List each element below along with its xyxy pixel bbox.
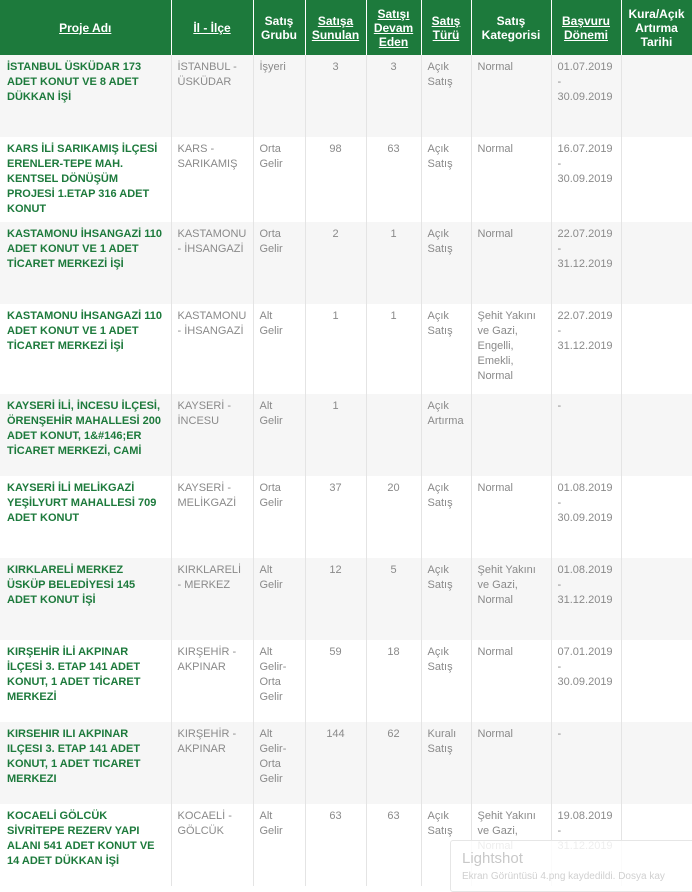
sort-satisi-devam-eden-header[interactable]	[366, 0, 421, 55]
il-ilce: KAYSERİ - İNCESU	[171, 394, 253, 476]
satis-grubu: Alt Gelir	[253, 558, 305, 640]
satisa-sunulan: 1	[305, 304, 366, 394]
satis-grubu: İşyeri	[253, 55, 305, 137]
project-name[interactable]: KASTAMONU İHSANGAZİ 110 ADET KONUT VE 1 ADET TİCARET MERKEZİ İŞİ	[0, 222, 171, 304]
il-ilce: KIRŞEHİR - AKPINAR	[171, 722, 253, 804]
satis-kategorisi: Şehit Yakını ve Gazi,	[471, 804, 551, 886]
satisa-sunulan: 98	[305, 137, 366, 222]
il-ilce: KARS - SARIKAMIŞ	[171, 137, 253, 222]
kura-tarihi	[621, 137, 692, 222]
table-row	[0, 304, 692, 394]
il-ilce: İSTANBUL - ÜSKÜDAR	[171, 55, 253, 137]
satis-kategorisi: Şehit Yakını ve Gazi, Normal	[471, 558, 551, 640]
satis-kategorisi-label: Satış Kategorisi	[481, 13, 541, 42]
table-header-row	[0, 0, 692, 55]
kura-tarihi	[621, 394, 692, 476]
satis-turu: Açık Satış	[421, 304, 471, 394]
satis-turu: Kuralı Satış	[421, 722, 471, 804]
satisi-devam-eden: 1	[366, 222, 421, 304]
il-ilce: KOCAELİ - GÖLCÜK	[171, 804, 253, 886]
satisi-devam-eden: 63	[366, 804, 421, 886]
basvuru-donemi: 07.01.2019 - 30.09.2019	[551, 640, 621, 722]
kura-tarihi	[621, 222, 692, 304]
satis-kategorisi: Şehit Yakını ve Gazi, Engelli, Emekli, Normal	[471, 304, 551, 394]
project-name[interactable]: KAYSERİ İLİ, İNCESU İLÇESİ, ÖRENŞEHİR MAHALLESİ 200 ADET KONUT, 1&#146;ER TİCARET MERKEZİ, CAMİ	[0, 394, 171, 476]
sort-proje-adi-header[interactable]	[0, 0, 171, 55]
basvuru-donemi: 22.07.2019 - 31.12.2019	[551, 222, 621, 304]
table-row	[0, 722, 692, 804]
kura-tarihi	[621, 558, 692, 640]
satis-kategorisi: Normal	[471, 137, 551, 222]
basvuru-donemi: 19.08.2019 -	[551, 804, 621, 886]
satis-turu: Açık Artırma	[421, 394, 471, 476]
il-ilce-link[interactable]: İl - İlçe	[193, 20, 231, 35]
sort-basvuru-donemi-header[interactable]	[551, 0, 621, 55]
kura-tarihi	[621, 304, 692, 394]
kura-tarihi-header	[621, 0, 692, 55]
table-row	[0, 640, 692, 722]
satisi-devam-eden: 62	[366, 722, 421, 804]
project-name[interactable]: KIRKLARELİ MERKEZ ÜSKÜP BELEDİYESİ 145 ADET KONUT İŞİ	[0, 558, 171, 640]
satis-turu: Açık Satış	[421, 137, 471, 222]
satisa-sunulan: 3	[305, 55, 366, 137]
satis-kategorisi: Normal	[471, 722, 551, 804]
basvuru-donemi-link[interactable]: Başvuru Dönemi	[561, 13, 611, 42]
satisa-sunulan: 1	[305, 394, 366, 476]
satis-grubu-label: Satış Grubu	[261, 13, 297, 42]
satisi-devam-eden: 3	[366, 55, 421, 137]
kura-tarihi	[621, 55, 692, 137]
satisi-devam-eden: 63	[366, 137, 421, 222]
satisa-sunulan: 37	[305, 476, 366, 558]
project-name[interactable]: KASTAMONU İHSANGAZİ 110 ADET KONUT VE 1 ADET TİCARET MERKEZİ İŞİ	[0, 304, 171, 394]
satisa-sunulan: 59	[305, 640, 366, 722]
satis-grubu: Alt Gelir-Orta Gelir	[253, 722, 305, 804]
satis-kategorisi: Normal	[471, 55, 551, 137]
il-ilce: KIRŞEHİR - AKPINAR	[171, 640, 253, 722]
basvuru-donemi: -	[551, 394, 621, 476]
basvuru-donemi: 22.07.2019 - 31.12.2019	[551, 304, 621, 394]
kura-tarihi	[621, 722, 692, 804]
table-row	[0, 137, 692, 222]
table-row	[0, 558, 692, 640]
il-ilce: KIRKLARELİ - MERKEZ	[171, 558, 253, 640]
il-ilce: KASTAMONU - İHSANGAZİ	[171, 222, 253, 304]
satisa-sunulan-link[interactable]: Satışa Sunulan	[311, 13, 360, 42]
kura-tarihi-label: Kura/Açık Artırma Tarihi	[628, 6, 685, 49]
satis-turu: Açık Satış	[421, 222, 471, 304]
satis-grubu: Alt Gelir	[253, 394, 305, 476]
il-ilce: KASTAMONU - İHSANGAZİ	[171, 304, 253, 394]
satis-turu: Açık Satış	[421, 558, 471, 640]
satisa-sunulan: 63	[305, 804, 366, 886]
satis-turu-link[interactable]: Satış Türü	[431, 13, 461, 42]
table-row	[0, 55, 692, 137]
satisa-sunulan: 144	[305, 722, 366, 804]
table-row	[0, 394, 692, 476]
satisi-devam-eden: 20	[366, 476, 421, 558]
lightshot-subtitle: Ekran Görüntüsü 4.png kaydedildi. Dosya kay	[462, 871, 665, 882]
satisi-devam-eden: 1	[366, 304, 421, 394]
satis-turu: Açık Satış	[421, 55, 471, 137]
sort-satisa-sunulan-header[interactable]	[305, 0, 366, 55]
satis-grubu: Alt Gelir	[253, 804, 305, 886]
sort-satis-turu-header[interactable]	[421, 0, 471, 55]
lightshot-title: Lightshot	[462, 850, 523, 867]
kura-tarihi	[621, 640, 692, 722]
basvuru-donemi: 01.08.2019 - 30.09.2019	[551, 476, 621, 558]
satisa-sunulan: 2	[305, 222, 366, 304]
satis-grubu: Orta Gelir	[253, 476, 305, 558]
basvuru-donemi: 01.07.2019 - 30.09.2019	[551, 55, 621, 137]
project-name[interactable]: KOCAELİ GÖLCÜK SİVRİTEPE REZERV YAPI ALANI 541 ADET KONUT VE 14 ADET DÜKKAN İŞİ	[0, 804, 171, 886]
satis-grubu: Alt Gelir-Orta Gelir	[253, 640, 305, 722]
project-name[interactable]: KIRSEHIR ILI AKPINAR ILÇESI 3. ETAP 141 ADET KONUT, 1 ADET TICARET MERKEZI	[0, 722, 171, 804]
satisi-devam-eden	[366, 394, 421, 476]
project-name[interactable]: KAYSERİ İLİ MELİKGAZİ YEŞİLYURT MAHALLESİ 709 ADET KONUT	[0, 476, 171, 558]
satis-kategorisi: Normal	[471, 476, 551, 558]
satisi-devam-eden: 18	[366, 640, 421, 722]
lightshot-notification[interactable]	[450, 840, 692, 892]
project-name[interactable]: KIRŞEHİR İLİ AKPINAR İLÇESİ 3. ETAP 141 ADET KONUT, 1 ADET TİCARET MERKEZİ	[0, 640, 171, 722]
satis-turu: Açık Satış	[421, 640, 471, 722]
basvuru-donemi: 16.07.2019 - 30.09.2019	[551, 137, 621, 222]
basvuru-donemi: 01.08.2019 - 31.12.2019	[551, 558, 621, 640]
table-row	[0, 222, 692, 304]
kura-tarihi	[621, 476, 692, 558]
project-name[interactable]: İSTANBUL ÜSKÜDAR 173 ADET KONUT VE 8 ADET DÜKKAN İŞİ	[0, 55, 171, 137]
satis-grubu-header	[253, 0, 305, 55]
satis-kategorisi: Normal	[471, 222, 551, 304]
table-row	[0, 476, 692, 558]
il-ilce: KAYSERİ - MELİKGAZİ	[171, 476, 253, 558]
satis-grubu: Orta Gelir	[253, 222, 305, 304]
satis-turu: Açık Satış	[421, 804, 471, 886]
satisi-devam-eden-link[interactable]: Satışı Devam Eden	[373, 6, 414, 49]
project-name[interactable]: KARS İLİ SARIKAMIŞ İLÇESİ ERENLER-TEPE MAH. KENTSEL DÖNÜŞÜM PROJESİ 1.ETAP 316 ADET KONUT	[0, 137, 171, 222]
satis-grubu: Alt Gelir	[253, 304, 305, 394]
satis-grubu: Orta Gelir	[253, 137, 305, 222]
satisi-devam-eden: 5	[366, 558, 421, 640]
basvuru-donemi: -	[551, 722, 621, 804]
satis-kategorisi-header	[471, 0, 551, 55]
satis-kategorisi	[471, 394, 551, 476]
proje-adi-link[interactable]: Proje Adı	[59, 20, 112, 35]
satis-kategorisi: Normal	[471, 640, 551, 722]
satisa-sunulan: 12	[305, 558, 366, 640]
sort-il-ilce-header[interactable]	[171, 0, 253, 55]
satis-turu: Açık Satış	[421, 476, 471, 558]
